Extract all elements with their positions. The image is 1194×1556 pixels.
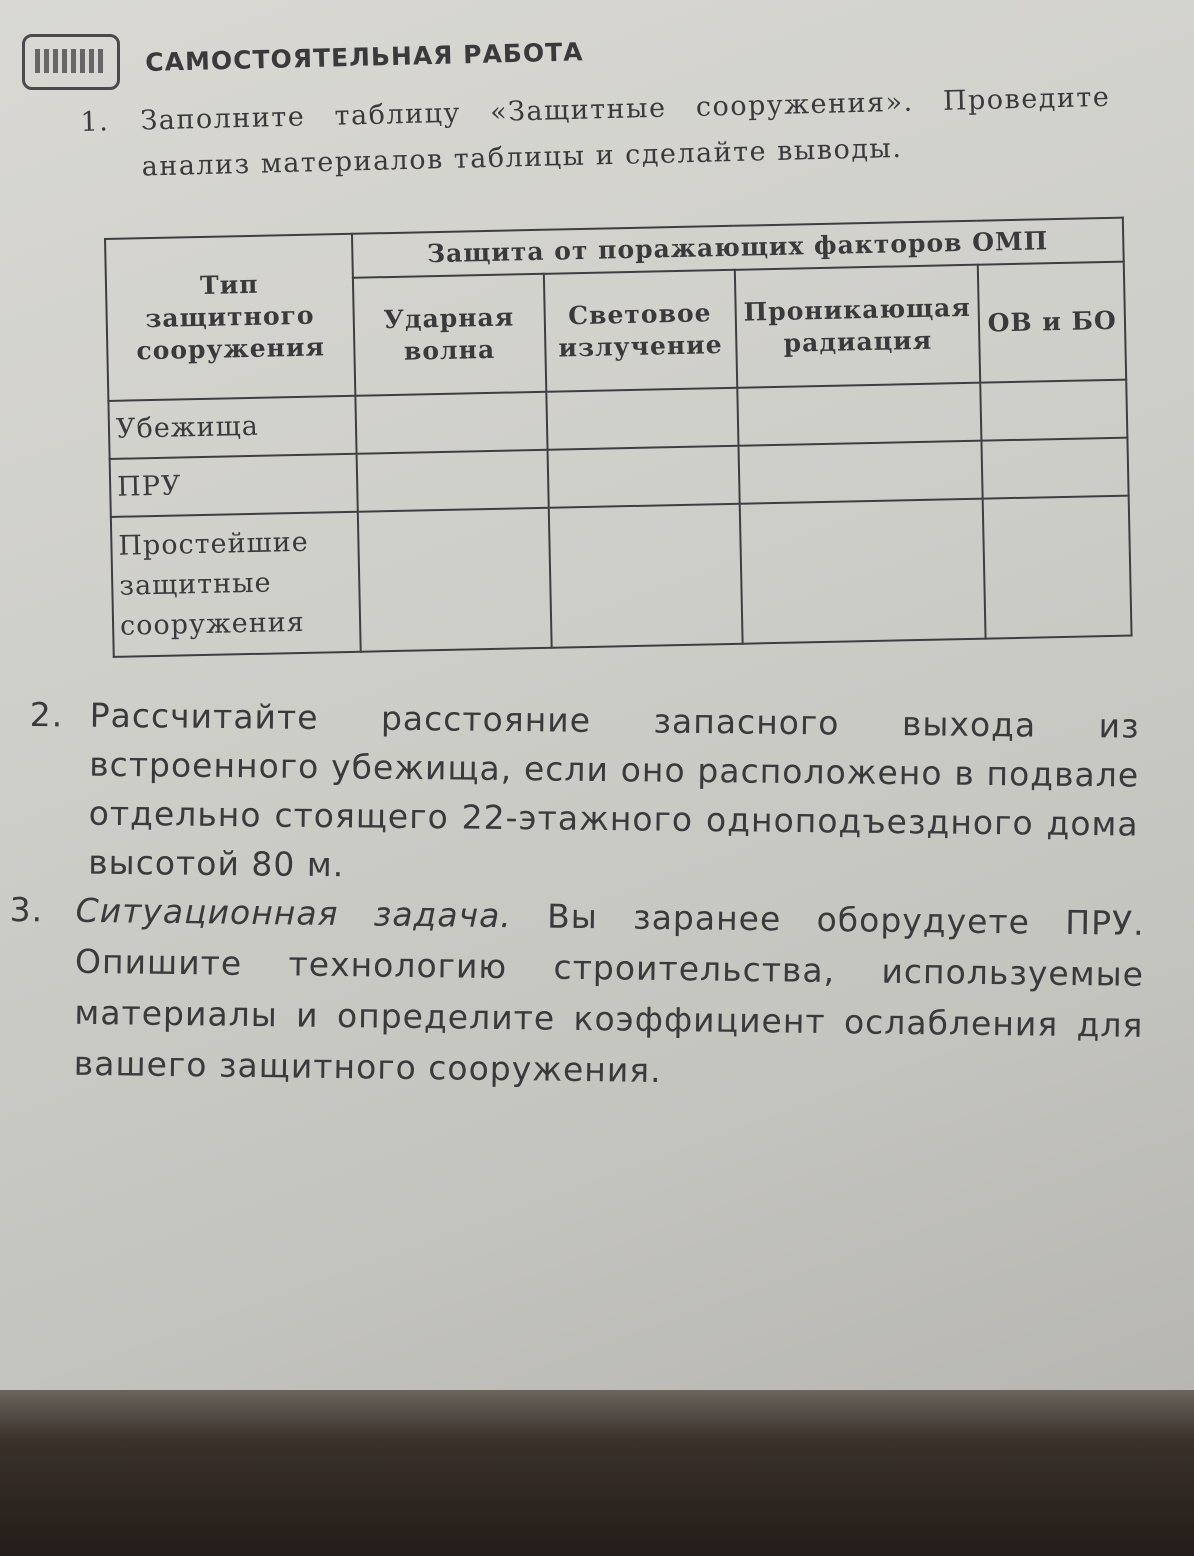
empty-cell — [355, 392, 547, 454]
section-heading: САМОСТОЯТЕЛЬНАЯ РАБОТА — [145, 37, 584, 77]
keyboard-icon — [22, 34, 120, 90]
task-1 — [80, 75, 1112, 192]
row-label: Простейшие защитные сооружения — [111, 512, 360, 657]
row-label: ПРУ — [110, 454, 358, 517]
task-3 — [8, 884, 1145, 1102]
task-1-text: Заполните таблицу «Защитные сооружения». Проведите анализ материалов таблицы и сделайте выводы. — [140, 81, 1111, 183]
task-3-body — [74, 885, 1145, 1102]
empty-cell — [983, 496, 1131, 639]
task-3-title: Ситуационная задача. — [75, 890, 513, 936]
empty-cell — [546, 388, 738, 450]
empty-cell — [981, 380, 1128, 441]
col-header: Ударная волна — [352, 274, 545, 396]
task-3-number: 3. — [9, 889, 44, 930]
empty-cell — [357, 508, 551, 652]
group-header: Защита от поражающих факторов ОМП — [352, 218, 1124, 278]
task-1-number: 1. — [80, 106, 110, 138]
page-shadow — [0, 1390, 1194, 1556]
row-header: Тип защитного сооружения — [105, 234, 355, 401]
empty-cell — [982, 438, 1129, 499]
empty-cell — [738, 441, 983, 504]
task-2-number: 2. — [29, 694, 64, 735]
empty-cell — [547, 446, 739, 508]
protective-structures-table — [104, 217, 1133, 658]
col-header: Световое излучение — [543, 270, 736, 392]
empty-cell — [548, 504, 742, 648]
col-header: Проникающая радиация — [734, 265, 980, 388]
row-label: Убежища — [108, 396, 356, 459]
empty-cell — [739, 499, 986, 644]
empty-cell — [737, 383, 982, 446]
table-row — [111, 496, 1132, 657]
task-2-text: Рассчитайте расстояние запасного выхода из встроенного убежища, если оно расположено в подвале отдельно стоящего 22-этажного одноподъездного дома высотой 80 м. — [87, 695, 1140, 885]
empty-cell — [356, 450, 548, 512]
task-3-text: Вы заранее оборудуете ПРУ. Опишите технологию строительства, используемые материалы и определите коэффициент ослабления для вашего защитного сооружения. — [73, 896, 1145, 1090]
col-header: ОВ и БО — [978, 262, 1126, 383]
task-2 — [28, 690, 1140, 898]
